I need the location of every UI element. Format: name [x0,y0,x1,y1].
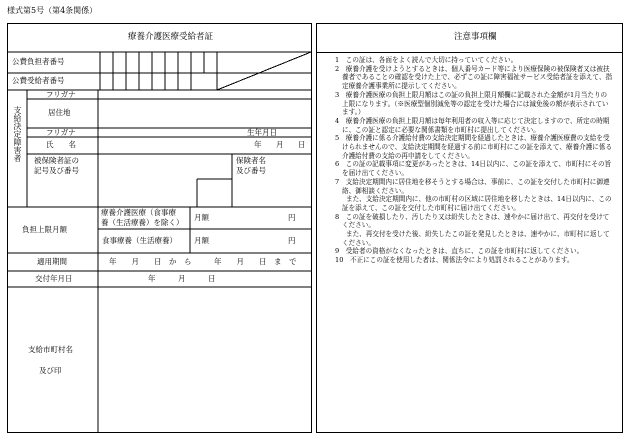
period-label: 適用期間 [37,257,67,266]
furigana-label-2: フリガナ [46,128,76,137]
note-item: 4 療養介護医療の負担上限月額は毎年利用者の収入等に応じて決定しますので、所定の時期に、この証と認定に必要な関係書類を市町村に提出してください。 [335,116,610,134]
note-item: 7 支給決定期間内に居住地を移そうとする場合は、事前に、この証を交付した市町村に御連絡、御相談ください。 [335,177,610,195]
seal-label: 及び印 [39,366,62,375]
certificate-panel [7,23,312,433]
notes-title-divider [317,52,622,53]
birth-day: 日 [298,140,306,149]
issue-date-label: 交付年月日 [35,274,73,283]
period-value: 年 月 日 か ら 年 月 日 ま で [109,257,297,266]
limit-label: 負担上限月額 [22,225,67,234]
insured-card-label-2: 記号及び番号 [34,166,79,175]
notes-list [331,56,613,265]
note-item: 6 この証の記載事項に変更があったときは、14日以内に、この証を添えて、市町村にその旨を届け出てください。 [335,160,612,178]
furigana-label: フリガナ [46,90,76,99]
form-number: 様式第5号（第4条関係） [7,6,98,15]
birth-month: 月 [276,140,284,149]
note-item: 8 この証を破損したり、汚したり又は紛失したときは、速やかに届け出て、再交付を受けてください。 [335,212,610,230]
medical-label-2: 養（生活療養）を除く） [101,218,184,227]
medical-label: 療養介護医療（食事療 [101,208,176,217]
note-item: 3 療養介護医療の負担上限月額はこの証の負担上限月額欄に記載された金額が1月当たりの上限になります。（※医療型個別減免等の認定を受けた場合には減免後の額が表示されています。） [335,90,609,117]
food-label: 食事療養（生活療養） [102,236,177,245]
note-item: また、再交付を受けた後、紛失したこの証を発見したときは、速やかに、市町村に返してください。 [342,230,610,247]
notes-panel [316,23,623,433]
public-payer-number-label: 公費負担者番号 [12,57,65,66]
name-label: 氏 名 [46,140,76,149]
medical-monthly-label: 月額 [194,213,209,222]
food-yen: 円 [288,236,296,245]
note-item: また、支給決定期間内に、他の市町村の区域に居住地を移したときは、14日以内に、この証を添えて、この証を交付した市町村に届け出てください。 [342,195,612,212]
note-item: 10 不正にこの証を使用した者は、関係法令により処罰されることがあります。 [335,256,574,265]
recipient-number-label: 公費受給者番号 [12,76,65,85]
medical-yen: 円 [288,213,296,222]
certificate-title: 療養介護医療受給者証 [128,32,214,42]
issue-date-value: 年 月 日 [148,274,216,283]
note-item: 9 受給者の資格がなくなったときは、直ちに、この証を市町村に返してください。 [335,247,584,256]
insurer-label: 保険者名 [236,156,266,165]
insured-card-label: 被保険者証の [34,156,79,165]
insurer-label-2: 及び番号 [236,166,266,175]
notes-title: 注意事項欄 [454,32,497,42]
food-monthly-label: 月額 [194,236,209,245]
payment-decision-label: 支給決定障害者 [13,106,22,162]
municipality-label: 支給市町村名 [28,345,73,354]
note-item: 5 療養介護に係る介護給付費の支給決定期間を経過したときは、療養介護医療費の支給を受けられませんので、支給決定期間を経過する前に市町村にこの証を添えて、療養介護に係る介護給付費の支給の再申請をしてください。 [335,134,613,160]
birth-date-label: 生年月日 [247,128,277,137]
note-item: 2 療養介護を受けようとするときは、個人番号カード等により医療保険の被保険者又は被扶養者であることの確認を受けた上で、必ずこの証に障害福祉サービス受給者証を添えて、指定療養介護事業所に提示してください。 [335,64,613,91]
birth-year: 年 [254,140,262,149]
note-item: 1 この証は、各面をよく読んで大切に持っていてください。 [335,56,518,64]
address-label: 居住地 [48,108,71,117]
